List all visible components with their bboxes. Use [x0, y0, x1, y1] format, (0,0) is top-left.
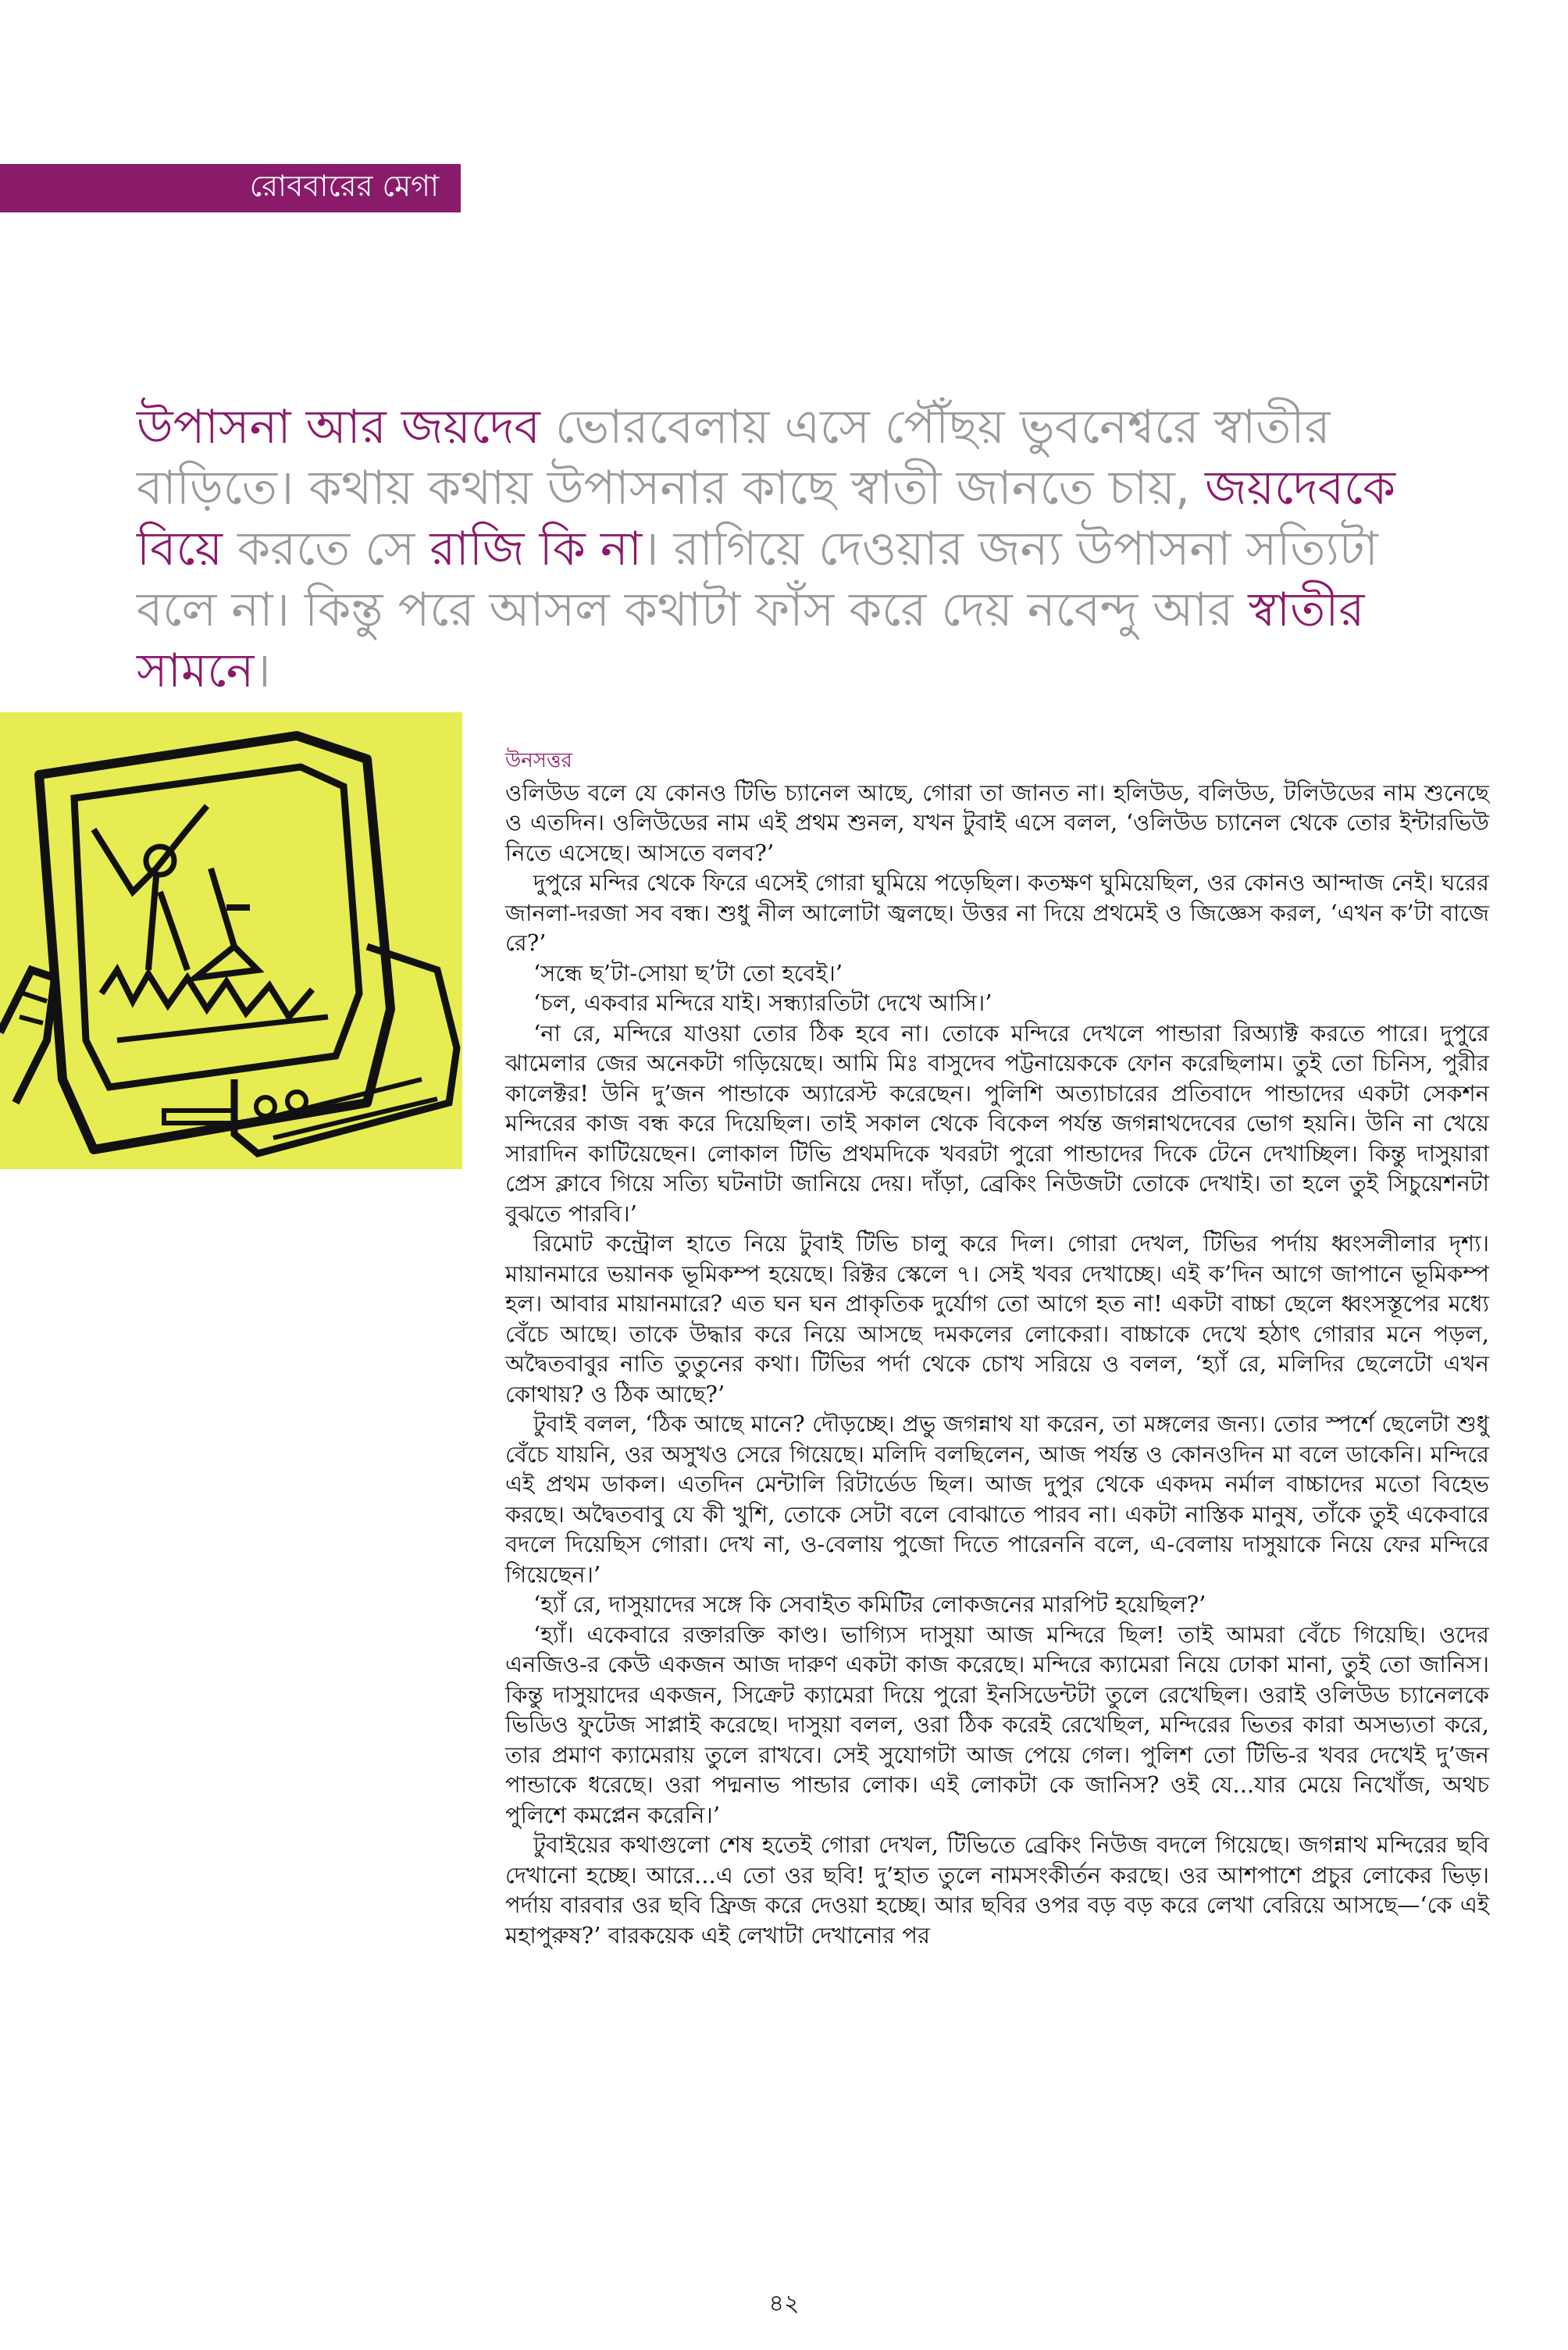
intro-text-2: করতে সে: [223, 522, 430, 576]
intro-highlight-4: স্বাতীর সামনে: [137, 583, 1365, 698]
intro-highlight-2: জয়দেবকে বিয়ে: [137, 461, 1396, 576]
paragraph: টুবাই বলল, ‘ঠিক আছে মানে? দৌড়চ্ছে। প্রভু জগন্নাথ যা করেন, তা মঙ্গলের জন্য। তোর স্পর্শে ছেলেটা শুধু বেঁচে যায়নি, ওর অসুখও সেরে গিয়েছে। মলিদি বলছিলেন, আজ পর্যন্ত ও কোনওদিন মা বলে ডাকেনি। মন্দিরে এই প্রথম ডাকল। এতদিন মেন্টালি রিটার্ডেড ছিল। আজ দুপুর থেকে একদম নর্মাল বাচ্চাদের মতো বিহেভ করছে। অদ্বৈতবাবু যে কী খুশি, তোকে সেটা বলে বোঝাতে পারব না। একটা নাস্তিক মানুষ, তাঁকে তুই একেবারে বদলে দিয়েছিস গোরা। দেখ না, ও-বেলায় পুজো দিতে পারেননি বলে, এ-বেলায় দাসুয়াকে নিয়ে ফের মন্দিরে গিয়েছেন।’: [505, 1410, 1489, 1588]
paragraph: ‘চল, একবার মন্দিরে যাই। সন্ধ্যারতিটা দেখে আসি।’: [533, 990, 992, 1016]
article-body: [505, 746, 1489, 1950]
tv-illustration: [0, 712, 462, 1169]
intro-highlight-1: উপাসনা আর জয়দেব: [137, 400, 540, 455]
intro-text-1: ভোরবেলায় এসে পৌঁছয় ভুবনেশ্বরে স্বাতীর বাড়িতে। কথায় কথায় উপাসনার কাছে স্বাতী জানতে চায়,: [137, 400, 1331, 515]
intro-text-4: ।: [254, 644, 271, 698]
page-number: ৪২: [768, 2290, 800, 2317]
paragraph: রিমোট কন্ট্রোল হাতে নিয়ে টুবাই টিভি চালু করে দিল। গোরা দেখল, টিভির পর্দায় ধ্বংসলীলার দৃশ্য। মায়ানমারে ভয়ানক ভূমিকম্প হয়েছে। রিক্টর স্কেলে ৭। সেই খবর দেখাচ্ছে। এই ক’দিন আগে জাপানে ভূমিকম্প হল। আবার মায়ানমারে? এত ঘন ঘন প্রাকৃতিক দুর্যোগ তো আগে হত না! একটা বাচ্চা ছেলে ধ্বংসস্তূপের মধ্যে বেঁচে আছে। তাকে উদ্ধার করে নিয়ে আসছে দমকলের লোকেরা। বাচ্চাকে দেখে হঠাৎ গোরার মনে পড়ল, অদ্বৈতবাবুর নাতি তুতুনের কথা। টিভির পর্দা থেকে চোখ সরিয়ে ও বলল, ‘হ্যাঁ রে, মলিদির ছেলেটো এখন কোথায়? ও ঠিক আছে?’: [505, 1230, 1489, 1407]
intro-highlight-3: রাজি কি না: [429, 522, 643, 576]
paragraph: ‘হ্যাঁ। একেবারে রক্তারক্তি কাণ্ড। ভাগ্যিস দাসুয়া আজ মন্দিরে ছিল! তাই আমরা বেঁচে গিয়েছি। ওদের এনজিও-র কেউ একজন আজ দারুণ একটা কাজ করেছে। মন্দিরে ক্যামেরা নিয়ে ঢোকা মানা, তুই তো জানিস। কিন্তু দাসুয়াদের একজন, সিক্রেট ক্যামেরা দিয়ে পুরো ইনসিডেন্টটা তুলে রেখেছিল। ওরাই ওলিউড চ্যানেলকে ভিডিও ফুটেজ সাপ্লাই করেছে। দাসুয়া বলল, ওরা ঠিক করেই রেখেছিল, মন্দিরের ভিতর কারা অসভ্যতা করে, তার প্রমাণ ক্যামেরায় তুলে রাখবে। সেই সুযোগটা আজ পেয়ে গেল। পুলিশ তো টিভি-র খবর দেখেই দু’জন পান্ডাকে ধরেছে। ওরা পদ্মনাভ পান্ডার লোক। এই লোকটা কে জানিস? ওই যে...যার মেয়ে নিখোঁজ, অথচ পুলিশে কমপ্লেন করেনি।’: [505, 1621, 1489, 1828]
chapter-heading: উনসত্তর: [505, 749, 572, 772]
paragraph: দুপুরে মন্দির থেকে ফিরে এসেই গোরা ঘুমিয়ে পড়েছিল। কতক্ষণ ঘুমিয়েছিল, ওর কোনও আন্দাজ নেই। ঘরের জানলা-দরজা সব বন্ধ। শুধু নীল আলোটা জ্বলছে। উত্তর না দিয়ে প্রথমেই ও জিজ্ঞেস করল, ‘এখন ক’টা বাজে রে?’: [505, 869, 1489, 956]
paragraph: ওলিউড বলে যে কোনও টিভি চ্যানেল আছে, গোরা তা জানত না। হলিউড, বলিউড, টলিউডের নাম শুনেছে ও এতদিন। ওলিউডের নাম এই প্রথম শুনল, যখন টুবাই এসে বলল, ‘ওলিউড চ্যানেল থেকে তোর ইন্টারভিউ নিতে এসেছে। আসতে বলব?’: [505, 779, 1489, 866]
tv-illustration-drawing: [0, 712, 462, 1169]
section-banner: [0, 164, 461, 212]
intro-text-3: । রাগিয়ে দেওয়ার জন্য উপাসনা সত্যিটা বলে না। কিন্তু পরে আসল কথাটা ফাঁস করে দেয় নবেন্দু আর: [137, 522, 1378, 637]
paragraph: ‘হ্যাঁ রে, দাসুয়াদের সঙ্গে কি সেবাইত কমিটির লোকজনের মারপিট হয়েছিল?’: [533, 1591, 1206, 1617]
section-label: রোববারের মেগা: [249, 169, 439, 203]
paragraph: ‘সন্ধে ছ’টা-সোয়া ছ’টা তো হবেই।’: [533, 959, 843, 986]
intro-summary: [137, 397, 1472, 701]
paragraph: ‘না রে, মন্দিরে যাওয়া তোর ঠিক হবে না। তোকে মন্দিরে দেখলে পান্ডারা রিঅ্যাক্ট করতে পারে। দুপুরে ঝামেলার জের অনেকটা গড়িয়েছে। আমি মিঃ বাসুদেব পট্টনায়েককে ফোন করেছিলাম। তুই তো চিনিস, পুরীর কালেক্টর! উনি দু’জন পান্ডাকে অ্যারেস্ট করেছেন। পুলিশি অত্যাচারের প্রতিবাদে পান্ডাদের একটা সেকশন মন্দিরের কাজ বন্ধ করে দিয়েছিল। তাই সকাল থেকে বিকেল পর্যন্ত জগন্নাথদেবের ভোগ হয়নি। উনি না খেয়ে সারাদিন কাটিয়েছেন। লোকাল টিভি প্রথমদিকে খবরটা পুরো পান্ডাদের দিকে টেনে দেখাচ্ছিল। কিন্তু দাসুয়ারা প্রেস ক্লাবে গিয়ে সত্যি ঘটনাটা জানিয়ে দেয়। দাঁড়া, ব্রেকিং নিউজটা তোকে দেখাই। তা হলে তুই সিচুয়েশনটা বুঝতে পারবি।’: [505, 1019, 1489, 1227]
paragraph: টুবাইয়ের কথাগুলো শেষ হতেই গোরা দেখল, টিভিতে ব্রেকিং নিউজ বদলে গিয়েছে। জগন্নাথ মন্দিরের ছবি দেখানো হচ্ছে। আরে...এ তো ওর ছবি! দু’হাত তুলে নামসংকীর্তন করছে। ওর আশপাশে প্রচুর লোকের ভিড়। পর্দায় বারবার ওর ছবি ফ্রিজ করে দেওয়া হচ্ছে। আর ছবির ওপর বড় বড় করে লেখা বেরিয়ে আসছে—‘কে এই মহাপুরুষ?’ বারকয়েক এই লেখাটা দেখানোর পর: [505, 1831, 1489, 1949]
